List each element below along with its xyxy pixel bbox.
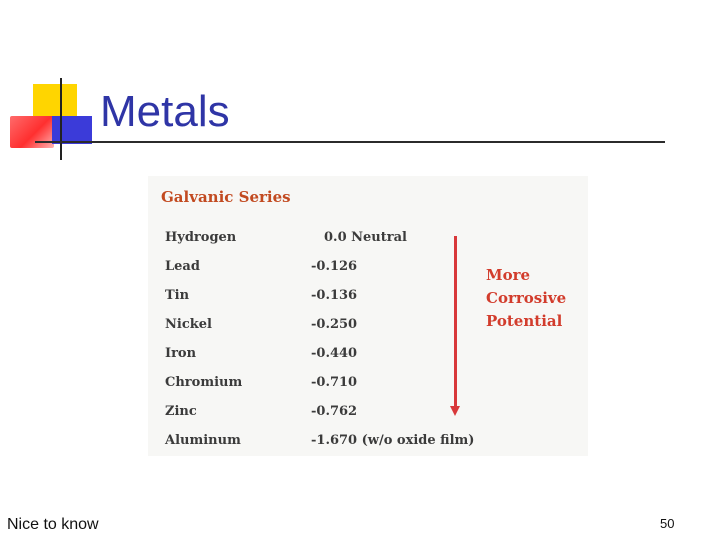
series-row (148, 259, 478, 281)
corrosive-potential-note (486, 264, 566, 333)
footer-note: Nice to know (7, 516, 99, 533)
series-row (148, 375, 478, 397)
metal-potential: -0.250 (311, 317, 358, 332)
title-underline (35, 141, 665, 143)
series-row (148, 346, 478, 368)
galvanic-series-table (148, 176, 588, 456)
series-row (148, 433, 478, 455)
metal-potential: -0.762 (311, 404, 358, 419)
series-row (148, 404, 478, 426)
note-line: Potential (486, 312, 563, 330)
metal-potential: -0.440 (311, 346, 358, 361)
slide-logo-icon (0, 0, 100, 170)
metal-potential: -0.126 (311, 259, 358, 274)
series-heading: Galvanic Series (161, 188, 291, 206)
note-line: Corrosive (486, 289, 567, 307)
metal-potential: -0.136 (311, 288, 358, 303)
note-line: More (486, 266, 531, 284)
metal-name: Lead (165, 259, 200, 274)
metal-name: Tin (165, 288, 190, 303)
metal-name: Zinc (165, 404, 197, 419)
page-number: 50 (660, 516, 675, 531)
series-row (148, 317, 478, 339)
metal-name: Chromium (165, 375, 243, 390)
metal-name: Aluminum (165, 433, 241, 448)
logo-red-square (10, 116, 54, 148)
logo-blue-square (52, 116, 92, 144)
series-row (148, 288, 478, 310)
series-row (148, 230, 478, 252)
metal-name: Hydrogen (165, 230, 237, 245)
metal-potential: 0.0 Neutral (324, 230, 407, 245)
metal-name: Nickel (165, 317, 212, 332)
metal-potential: -0.710 (311, 375, 358, 390)
slide-title: Metals (100, 87, 230, 136)
metal-name: Iron (165, 346, 197, 361)
logo-vertical-line (60, 78, 62, 160)
metal-potential: -1.670 (w/o oxide film) (311, 433, 475, 448)
down-arrow-icon (454, 236, 457, 408)
arrow-head-icon (450, 406, 460, 416)
